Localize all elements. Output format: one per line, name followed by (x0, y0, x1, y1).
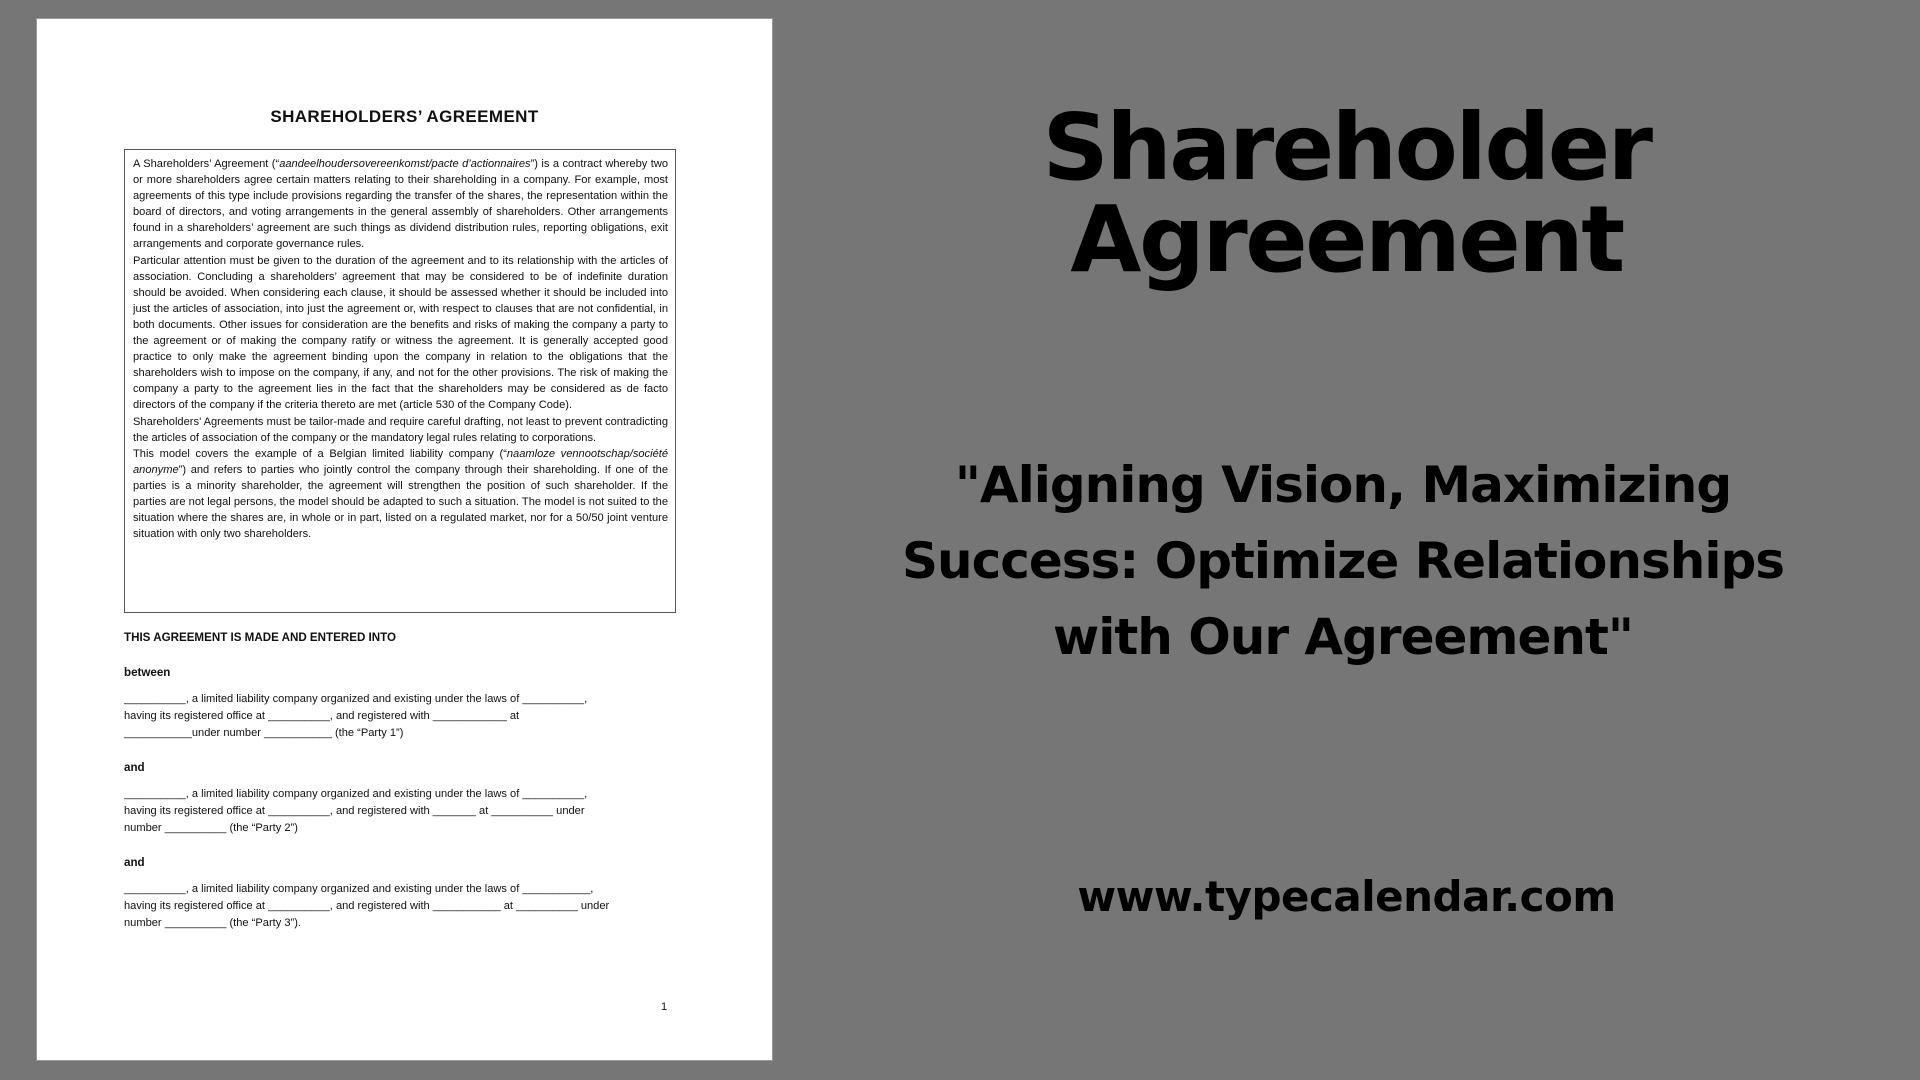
party-1-line: having its registered office at __________, and registered with ____________ at (124, 710, 520, 723)
intro-text-run: Particular attention must be given to the duration of the agreement and to its relationship with the articles of association. Concluding a shareholders’ agreement that may be considered to be of indefinite duration should be avoided. When considering each clause, it should be assessed whether it should be included into just the articles of association, into just the agreement or, with respect to clauses that are not confidential, in both documents. Other issues for consideration are the benefits and risks of making the company a party to the agreement or of making the company ratify or witness the agreement. It is generally accepted good practice to only make the agreement binding upon the company in relation to the obligations that the shareholders wish to impose on the company, if any, and not for the other provisions. The risk of making the company a party to the agreement lies in the fact that the shareholders may be considered as de facto directors of the company if the criteria thereto are met (article 530 of the Company Code). (133, 254, 668, 412)
intro-text-run: ”) and refers to parties who jointly control the company through their shareholding. If one of the parties is a minority shareholder, the agreement will strengthen the position of such shareholder. If the parties are not legal persons, the model should be adapted to such a situation. The model is not suited to the situation where the shares are, in whole or in part, listed on a regulated market, nor for a 50/50 joint venture situation with only two shareholders. (133, 463, 668, 541)
intro-text-run: Shareholders’ Agreements must be tailor-made and require careful drafting, not least to prevent contradicting the articles of association of the company or the mandatory legal rules relating to corporations. (133, 415, 668, 444)
party-1-line: ___________under number ___________ (the “Party 1”) (124, 727, 404, 740)
party-3-block (124, 881, 669, 933)
and-label-2: and (124, 856, 145, 869)
party-2-line: number __________ (the “Party 2”) (124, 822, 298, 835)
party-2-line: __________, a limited liability company organized and existing under the laws of __________, (124, 788, 588, 800)
intro-paragraph (133, 253, 668, 414)
party-1-line: __________, a limited liability company organized and existing under the laws of __________, (124, 693, 588, 705)
intro-box (124, 149, 676, 613)
party-3-line: number __________ (the “Party 3”). (124, 917, 301, 930)
banner-panel (773, 0, 1920, 1080)
intro-text-run: ”) is a contract whereby two or more shareholders agree certain matters relating to their shareholding in a company. For example, most agreements of this type include provisions regarding the transfer of the shares, the representation within the board of directors, and voting arrangements in the general assembly of shareholders. Other arrangements found in a shareholders’ agreement are such things as dividend distribution rules, reporting obligations, exit arrangements and corporate governance rules. (133, 158, 669, 251)
intro-italic-term: naamloze vennootschap/société anonyme (133, 447, 668, 476)
document-page (36, 18, 773, 1061)
party-2-line: having its registered office at __________, and registered with _______ at __________ under (124, 805, 585, 818)
between-label: between (124, 666, 171, 679)
intro-text-run: This model covers the example of a Belgian limited liability company (“ (133, 447, 507, 460)
website-url: www.typecalendar.com (1077, 872, 1616, 921)
intro-paragraph (133, 156, 668, 253)
banner-tagline: "Aligning Vision, Maximizing Success: Optimize Relationships with Our Agreement" (901, 456, 1785, 666)
party-1-block (124, 691, 669, 743)
and-label-1: and (124, 761, 145, 774)
intro-italic-term: aandeelhoudersovereenkomst/pacte d’actionnaires (279, 158, 531, 170)
party-3-line: __________, a limited liability company organized and existing under the laws of ___________, (124, 883, 594, 895)
page-number: 1 (661, 1001, 668, 1013)
intro-text-run: A Shareholders’ Agreement (“ (133, 158, 280, 170)
party-3-line: having its registered office at __________, and registered with ___________ at __________ under (124, 900, 610, 913)
party-2-block (124, 786, 669, 838)
banner-title: Shareholder Agreement (1042, 94, 1651, 293)
intro-paragraph (133, 414, 668, 446)
agreement-heading: THIS AGREEMENT IS MADE AND ENTERED INTO (124, 631, 397, 644)
document-title: SHAREHOLDERS’ AGREEMENT (270, 107, 539, 126)
intro-paragraph (133, 446, 668, 543)
